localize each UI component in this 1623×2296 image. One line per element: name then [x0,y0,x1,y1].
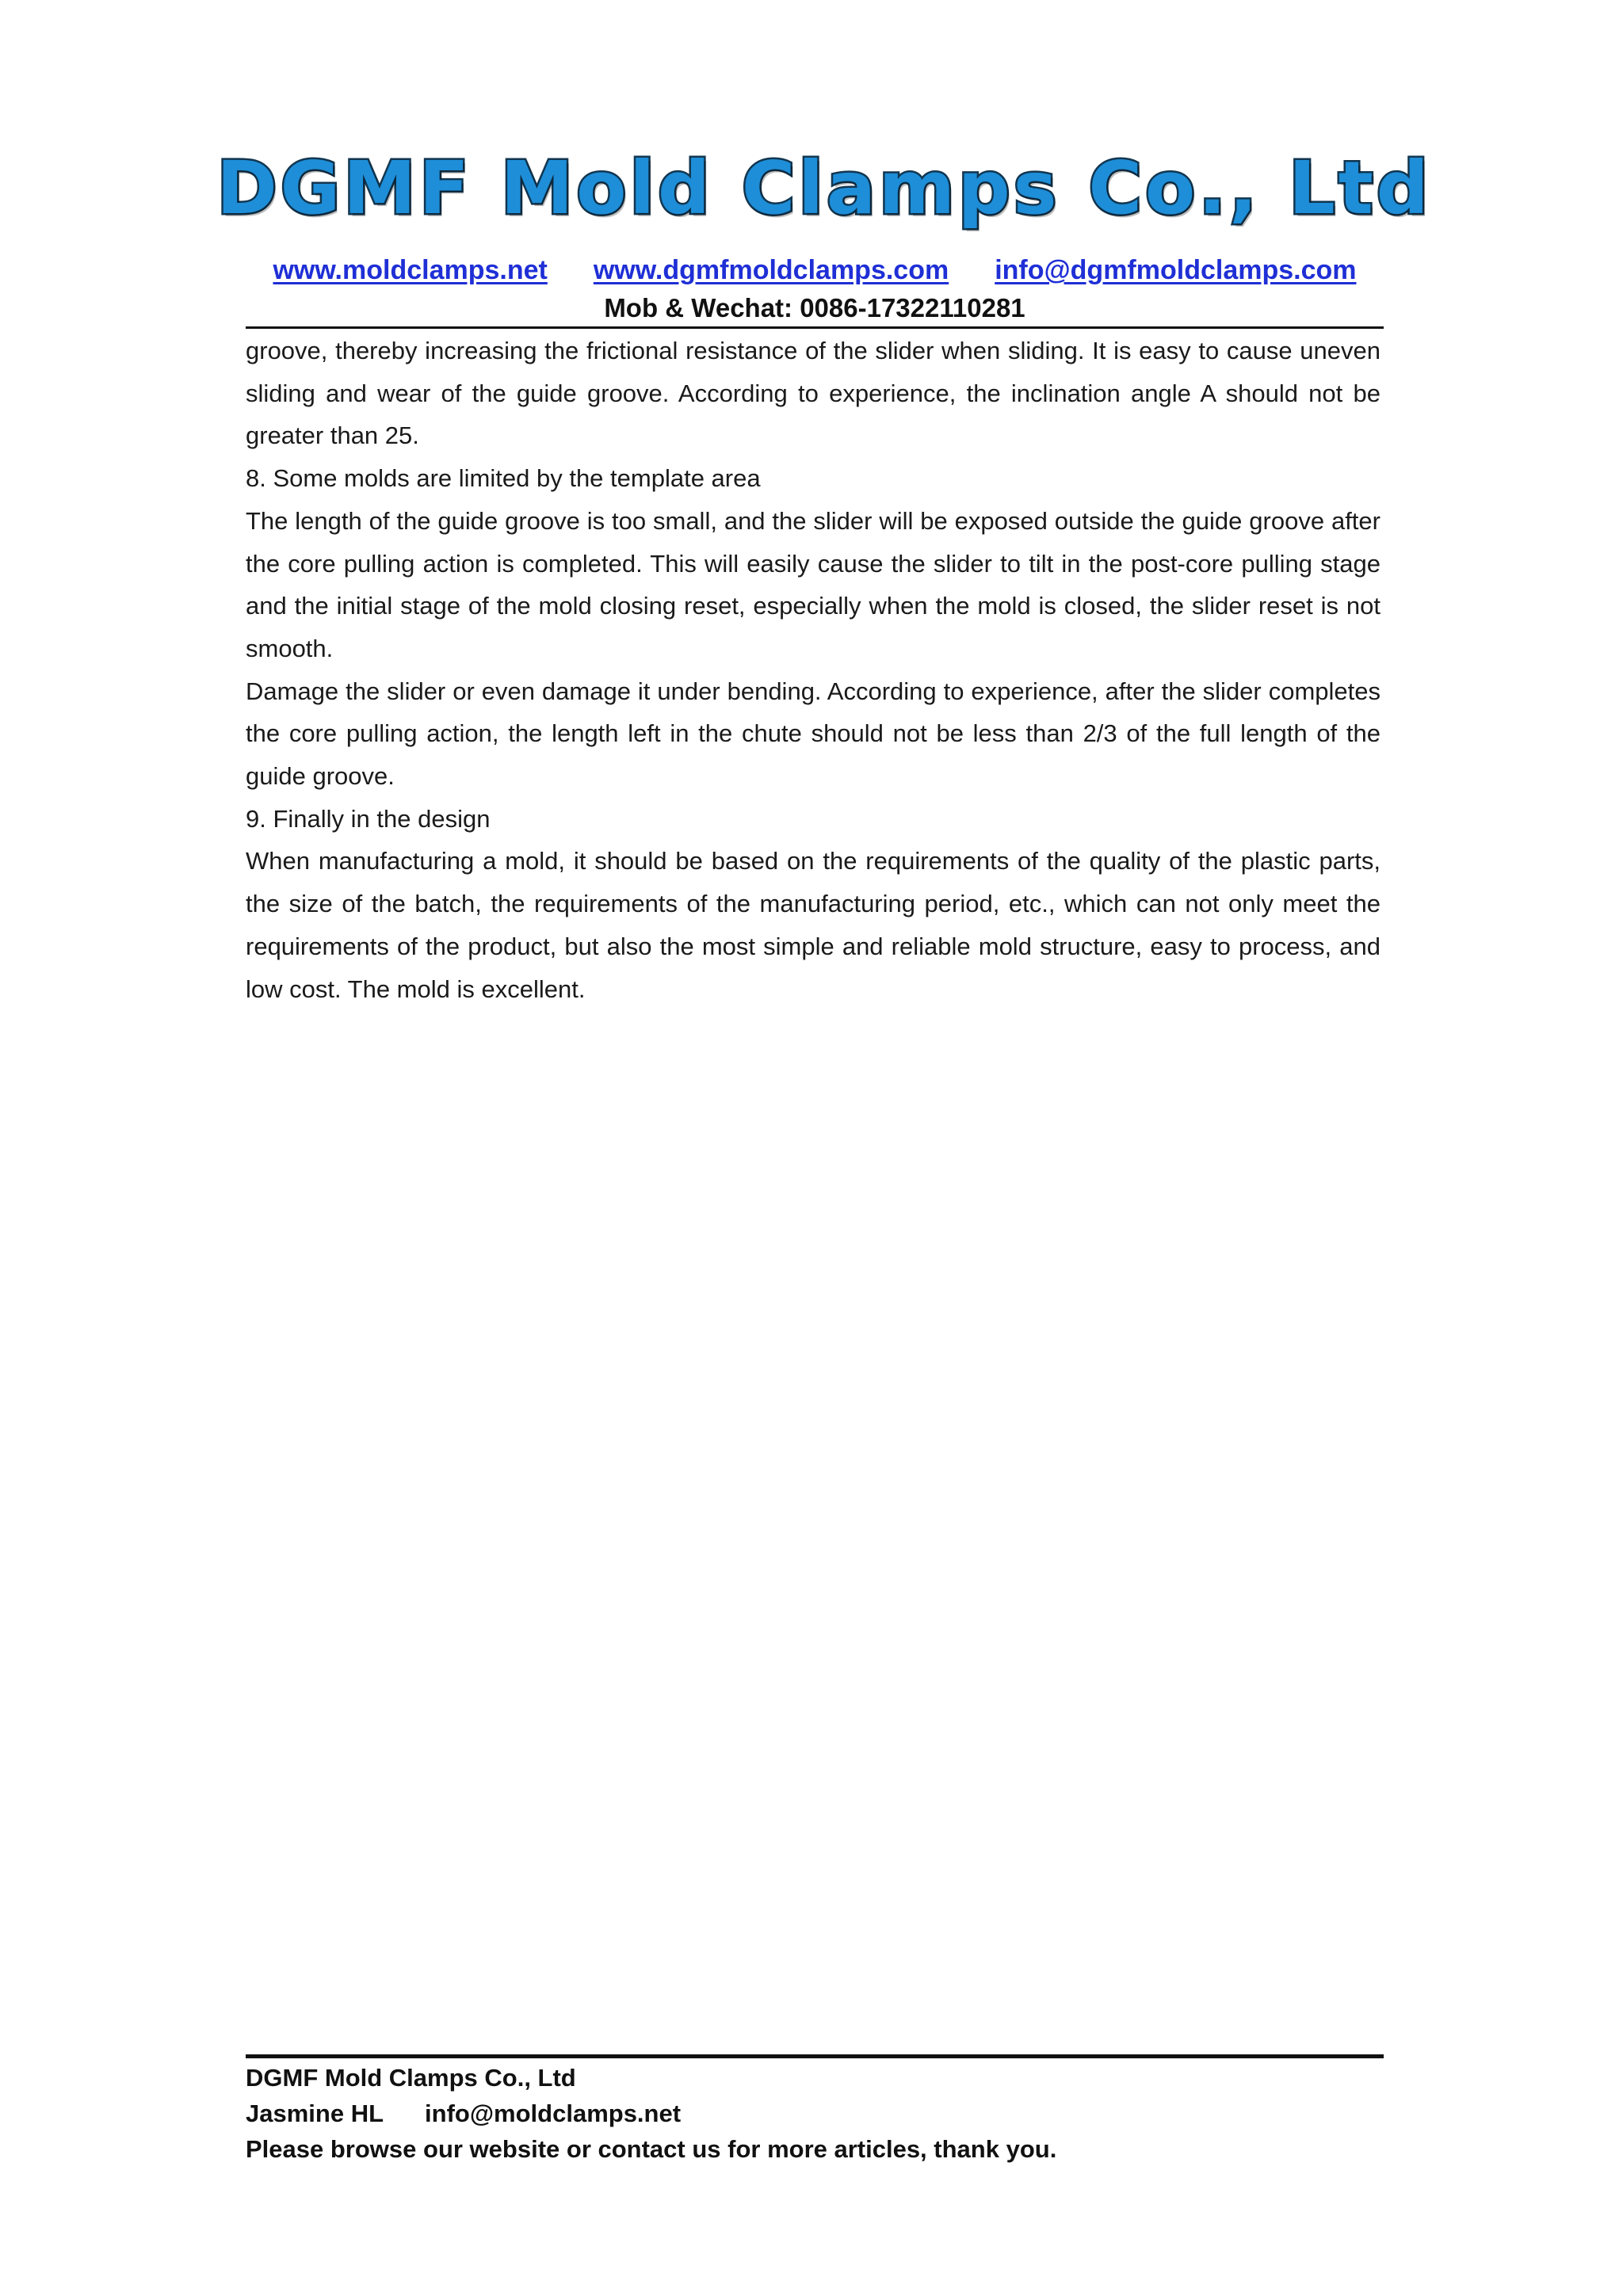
company-logo [216,141,1432,236]
footer-contact-line [246,2096,1384,2131]
email-link[interactable]: info@dgmfmoldclamps.com [995,255,1357,285]
paragraph: groove, thereby increasing the frictional resistance of the slider when sliding. It is easy to cause uneven sliding and wear of the guide groove. According to experience, the inclination angle A should not be greater than 25. [246,337,1381,450]
header-divider [246,326,1384,329]
section-heading: 8. Some molds are limited by the template area [246,464,761,493]
header-links [246,252,1384,288]
logo-text: DGMF Mold Clamps Co., Ltd [216,146,1432,231]
section-heading: 9. Finally in the design [246,804,491,833]
footer-divider [246,2054,1384,2058]
paragraph: Damage the slider or even damage it under bending. According to experience, after the slider completes the core pulling action, the length left in the chute should not be less than 2/3 of the full length of the guide groove. [246,677,1381,791]
article-body [246,330,1381,1010]
page-footer [246,2060,1384,2167]
paragraph: When manufacturing a mold, it should be based on the requirements of the quality of the plastic parts, the size of the batch, the requirements of the manufacturing period, etc., which can not only meet the requirements of the product, but also the most simple and reliable mold structure, easy to process, and low cost. The mold is excellent. [246,847,1381,1003]
website-link-moldclamps[interactable]: www.moldclamps.net [273,255,548,285]
footer-contact-email: info@moldclamps.net [425,2100,682,2127]
paragraph: The length of the guide groove is too small, and the slider will be exposed outside the guide groove after the core pulling action is completed. This will easily cause the slider to tilt in the post-core pulling stage and the initial stage of the mold closing reset, especially when the mold is closed, the slider reset is not smooth. [246,506,1381,662]
footer-note: Please browse our website or contact us for more articles, thank you. [246,2135,1057,2163]
website-link-dgmfmoldclamps[interactable]: www.dgmfmoldclamps.com [593,255,949,285]
footer-contact-name: Jasmine HL [246,2100,384,2127]
footer-company: DGMF Mold Clamps Co., Ltd [246,2064,576,2092]
header-contact: Mob & Wechat: 0086-17322110281 [604,293,1025,322]
